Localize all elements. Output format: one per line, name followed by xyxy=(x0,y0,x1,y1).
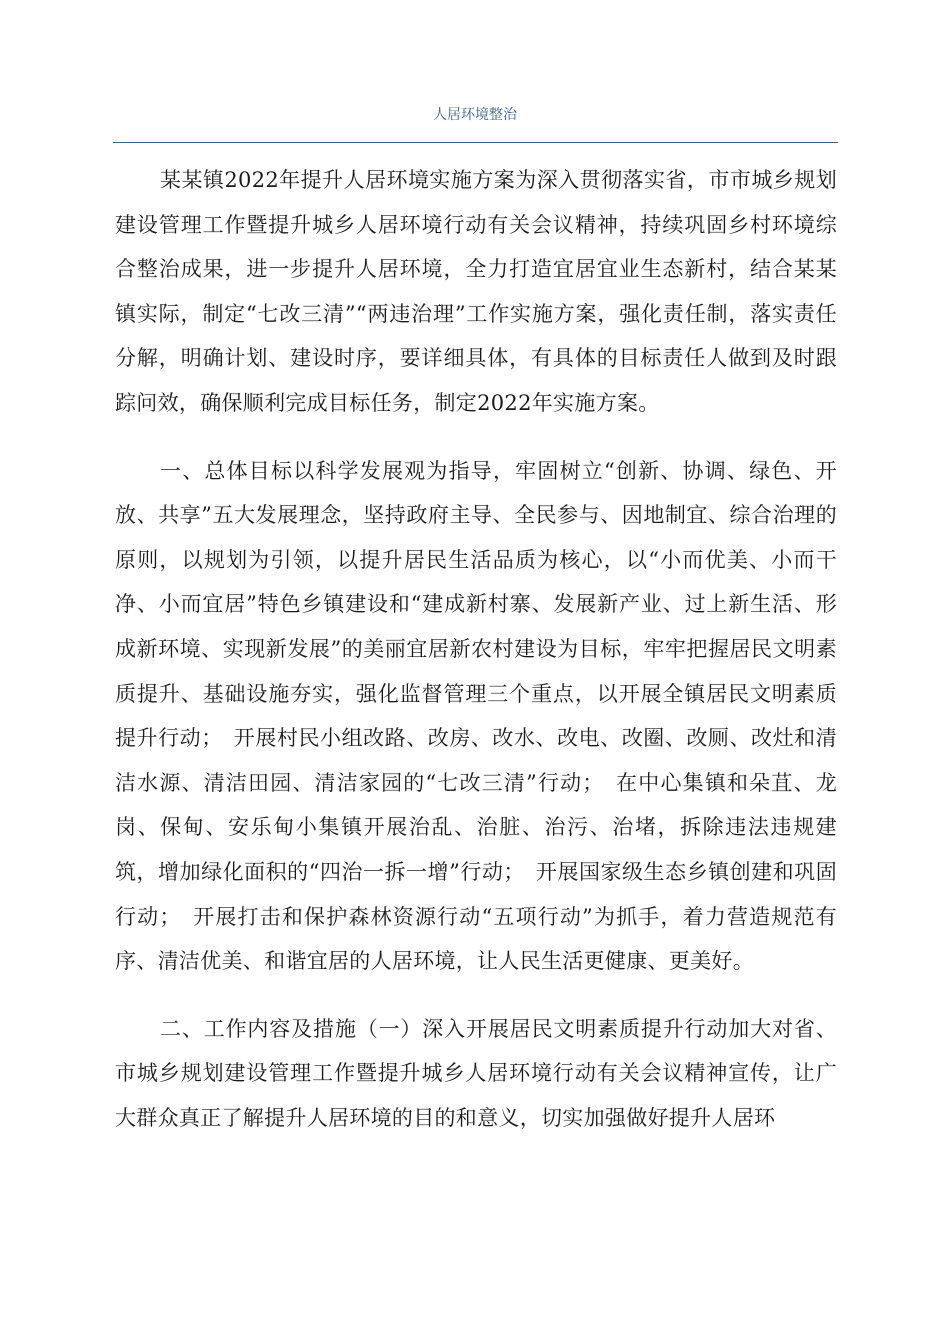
paragraph-overall-goal: 一、总体目标以科学发展观为指导，牢固树立“创新、协调、绿色、开放、共享”五大发展理念，坚持政府主导、全民参与、因地制宜、综合治理的原则，以规划为引领，以提升居民生活品质为核心，以“小而优美、小而干净、小而宜居”特色乡镇建设和“建成新村寨、发展新产业、过上新生活、形成新环境、实现新发展”的美丽宜居新农村建设为目标，牢牢把握居民文明素质提升、基础设施夯实，强化监督管理三个重点，以开展全镇居民文明素质提升行动； 开展村民小组改路、改房、改水、改电、改圈、改厕、改灶和清洁水源、清洁田园、清洁家园的“七改三清”行动； 在中心集镇和朵苴、龙岗、保甸、安乐甸小集镇开展治乱、治脏、治污、治堵，拆除违法违规建筑，增加绿化面积的“四治一拆一增”行动； 开展国家级生态乡镇创建和巩固行动； 开展打击和保护森林资源行动“五项行动”为抓手，着力营造规范有序、清洁优美、和谐宜居的人居环境，让人民生活更健康、更美好。 xyxy=(115,458,837,974)
paragraph-intro: 某某镇2022年提升人居环境实施方案为深入贯彻落实省，市市城乡规划建设管理工作暨提升城乡人居环境行动有关会议精神，持续巩固乡村环境综合整治成果，进一步提升人居环境，全力打造宜居宜业生态新村，结合某某镇实际，制定“七改三清”“两违治理”工作实施方案，强化责任制，落实责任分解，明确计划、建设时序，要详细具体，有具体的目标责任人做到及时跟踪问效，确保顺利完成目标任务，制定2022年实施方案。 xyxy=(115,168,837,415)
header-divider xyxy=(113,142,838,143)
document-body xyxy=(115,158,837,1163)
page-header-title: 人居环境整治 xyxy=(433,107,517,123)
paragraph-work-content: 二、工作内容及措施（一）深入开展居民文明素质提升行动加大对省、市城乡规划建设管理工作暨提升城乡人居环境行动有关会议精神宣传，让广大群众真正了解提升人居环境的目的和意义，切实加强做好提升人居环 xyxy=(115,1016,837,1130)
